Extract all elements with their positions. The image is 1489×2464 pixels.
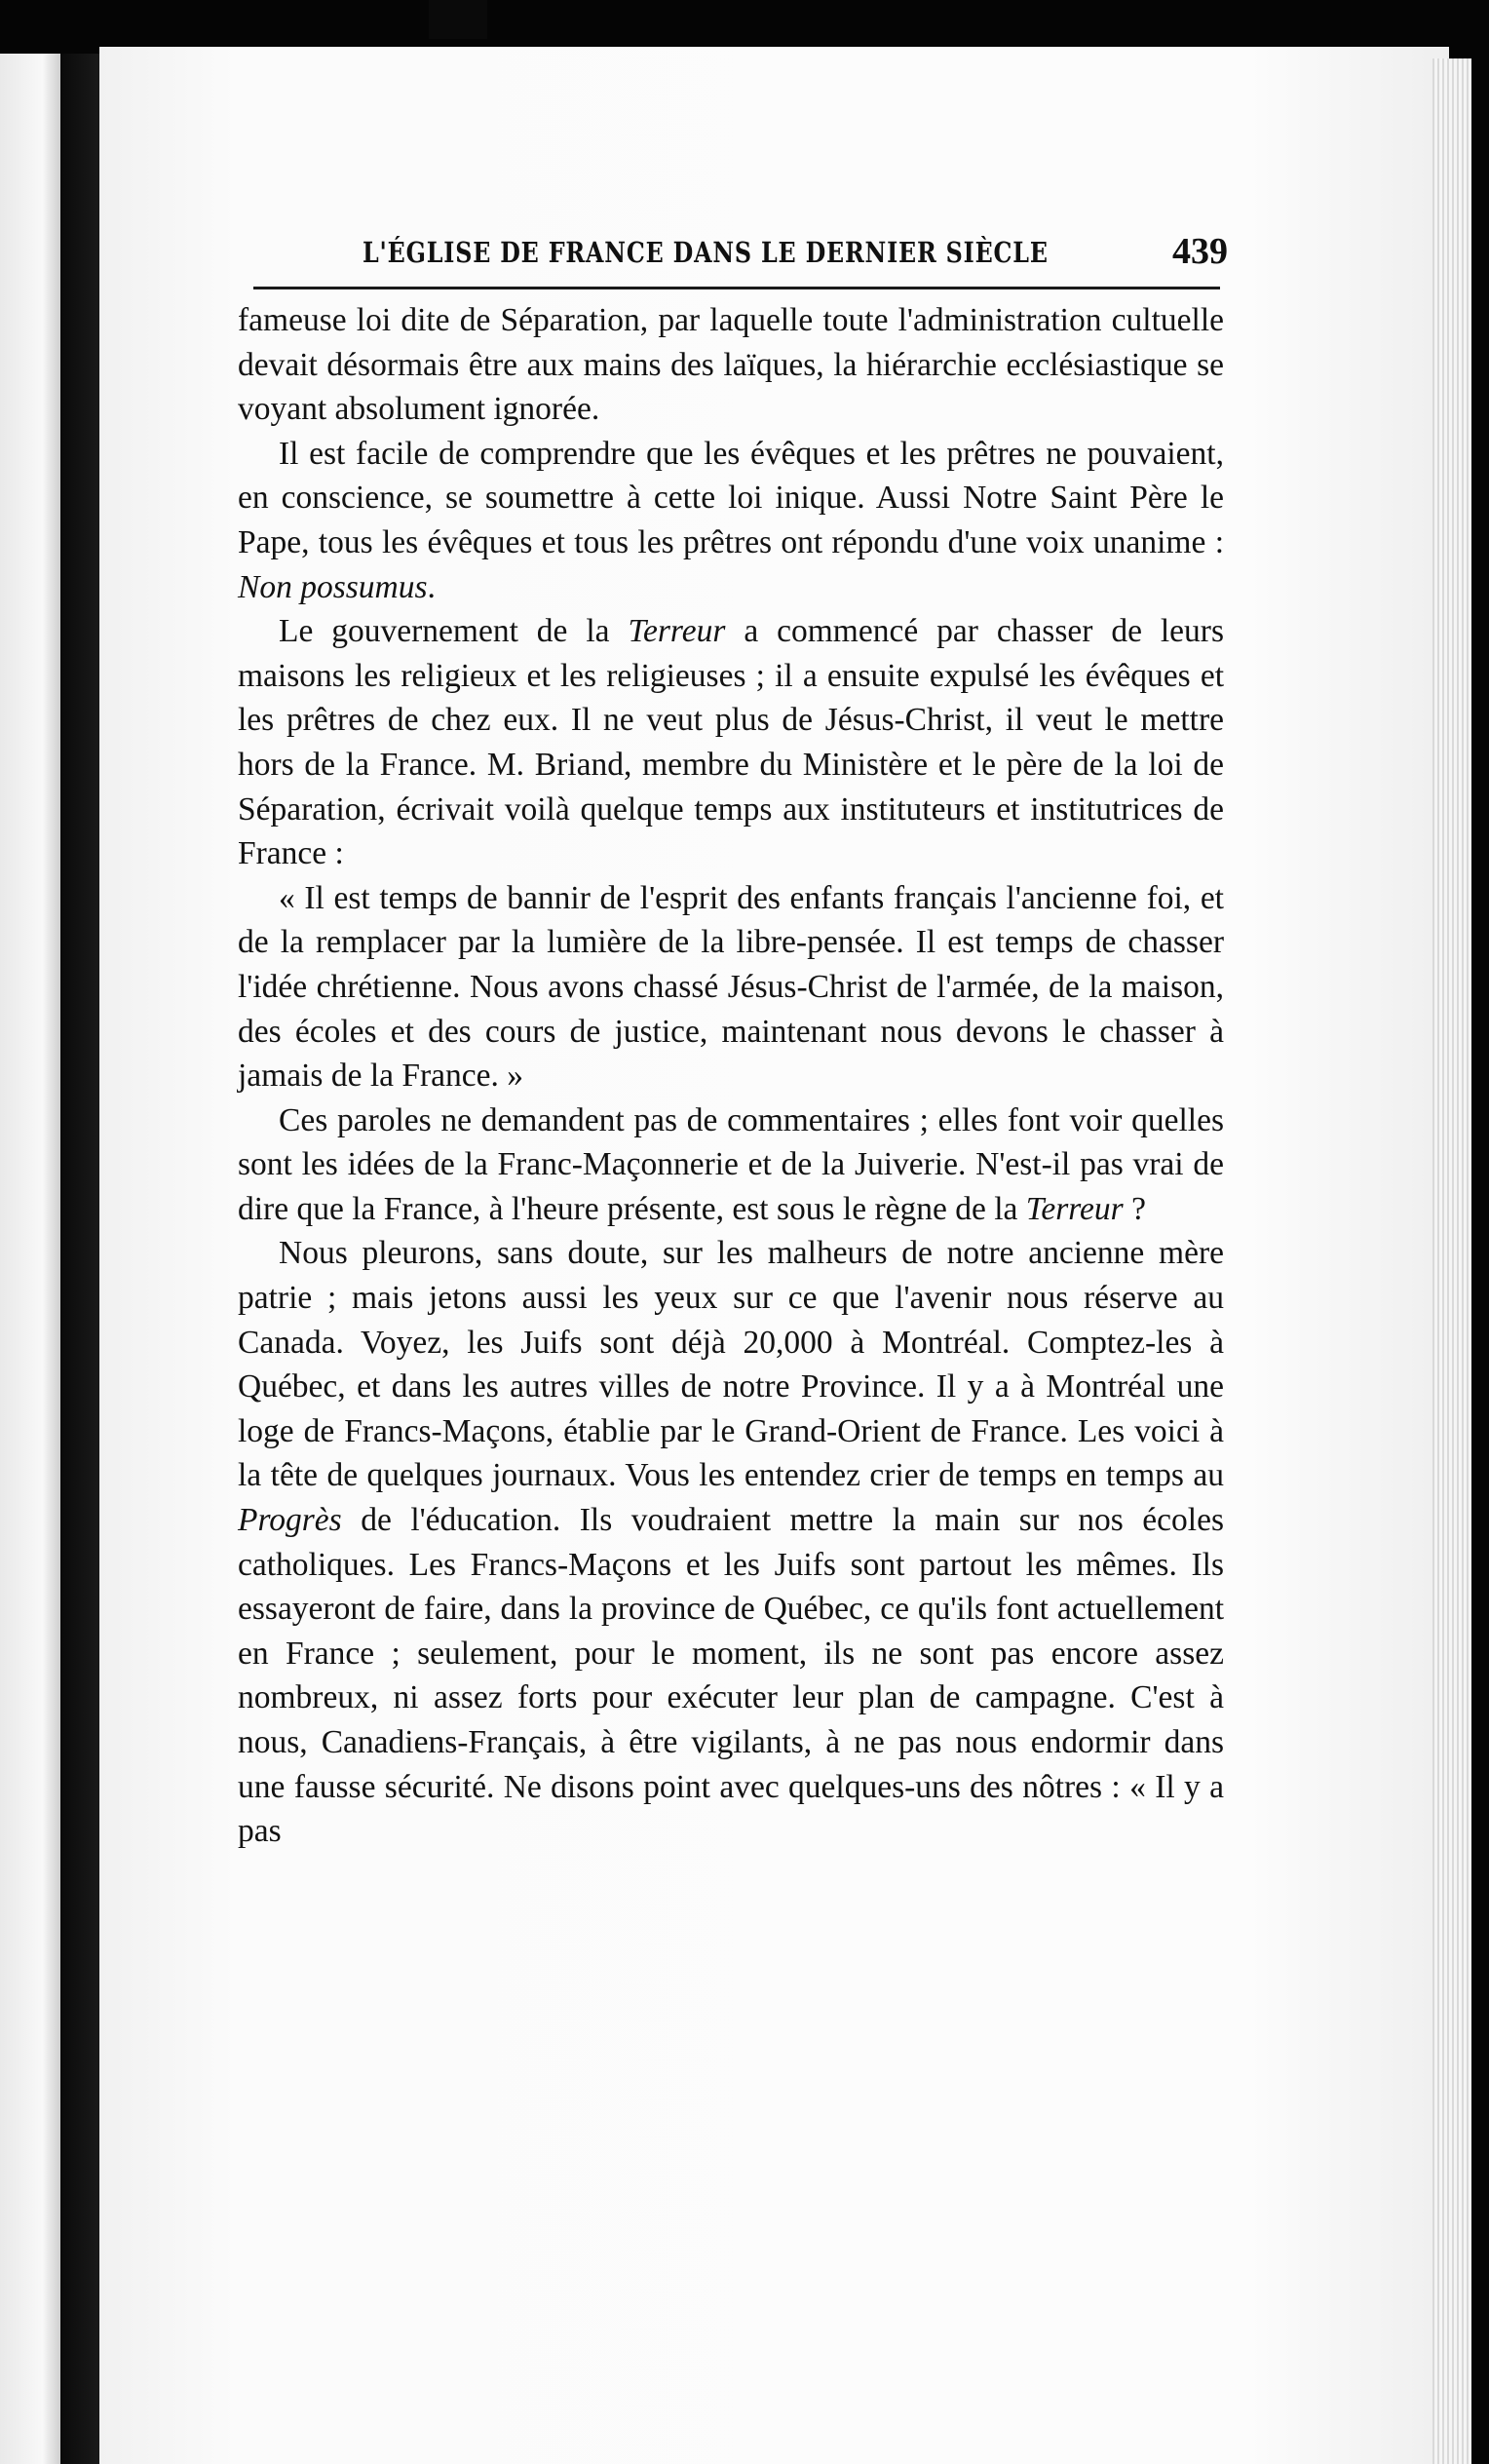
text-run: « Il est temps de bannir de l'esprit des enfants français l'ancienne foi, et de la remplacer par la lumière de la libre-pensée. Il est temps de chasser l'idée chrétienne. Nous avons chassé Jésus-Christ de l'armée, de la maison, des écoles et des cours de justice, maintenant nous devons le chasser à jamais de la France. » xyxy=(238,879,1224,1095)
paragraph xyxy=(238,298,1224,432)
paragraph xyxy=(238,432,1224,609)
page-header xyxy=(253,216,1228,275)
text-run: Le gouvernement de la xyxy=(279,613,629,650)
running-head: L'ÉGLISE DE FRANCE DANS LE DERNIER SIÈCLE xyxy=(363,236,1049,269)
text-run: ? xyxy=(1123,1190,1146,1227)
header-rule xyxy=(253,287,1220,289)
page-number: 439 xyxy=(1172,231,1228,272)
body-text xyxy=(238,298,1224,1854)
text-run: Il est facile de comprendre que les évêques et les prêtres ne pouvaient, en conscience, se soumettre à cette loi inique. Aussi Notre Saint Père le Pape, tous les évêques et tous les prêtres ont répondu d'une voix unanime : xyxy=(238,435,1224,560)
paragraph xyxy=(238,609,1224,876)
italic-text: Progrès xyxy=(238,1502,342,1539)
text-run: fameuse loi dite de Séparation, par laquelle toute l'administration cultuelle devait désormais être aux mains des laïques, la hiérarchie ecclésiastique se voyant absolument ignorée. xyxy=(238,302,1224,428)
binding-shadow xyxy=(429,0,487,39)
text-run: Ces paroles ne demandent pas de commentaires ; elles font voir quelles sont les idées de la Franc-Maçonnerie et de la Juiverie. N'est-il pas vrai de dire que la France, à l'heure présente, est sous le règne de la xyxy=(238,1101,1224,1227)
italic-text: Terreur xyxy=(1025,1190,1124,1227)
quoted-paragraph xyxy=(238,876,1224,1098)
page-stack-edges xyxy=(1432,58,1471,2464)
text-run: a commencé par chasser de leurs maisons les religieux et les religieuses ; il a ensuite expulsé les évêques et les prêtres de chez eux. Il ne veut plus de Jésus-Christ, il veut le mettre hors de la France. M. Briand, membre du Ministère et le père de la loi de Séparation, écrivait voilà quelque temps aux instituteurs et institutrices de France : xyxy=(238,613,1224,872)
italic-text: Terreur xyxy=(628,613,726,650)
italic-text: Non possumus xyxy=(238,568,428,605)
paragraph xyxy=(238,1231,1224,1853)
text-run: . xyxy=(427,568,436,605)
gutter-shadow xyxy=(60,54,99,2464)
facing-page-edge xyxy=(0,54,60,2464)
paragraph xyxy=(238,1098,1224,1232)
text-run: de l'éducation. Ils voudraient mettre la main sur nos écoles catholiques. Les Francs-Maçons et les Juifs sont partout les mêmes. Ils essayeront de faire, dans la province de Québec, ce qu'ils font actuellement en France ; seulement, pour le moment, ils ne sont pas encore assez nombreux, ni assez forts pour exécuter leur plan de campagne. C'est à nous, Canadiens-Français, à être vigilants, à ne pas nous endormir dans une fausse sécurité. Ne disons point avec quelques-uns des nôtres : « Il y a pas xyxy=(238,1502,1224,1850)
text-run: Nous pleurons, sans doute, sur les malheurs de notre ancienne mère patrie ; mais jetons aussi les yeux sur ce que l'avenir nous réserve au Canada. Voyez, les Juifs sont déjà 20,000 à Montréal. Comptez-les à Québec, et dans les autres villes de notre Province. Il y a à Montréal une loge de Francs-Maçons, établie par le Grand-Orient de France. Les voici à la tête de quelques journaux. Vous les entendez crier de temps en temps au xyxy=(238,1235,1224,1494)
